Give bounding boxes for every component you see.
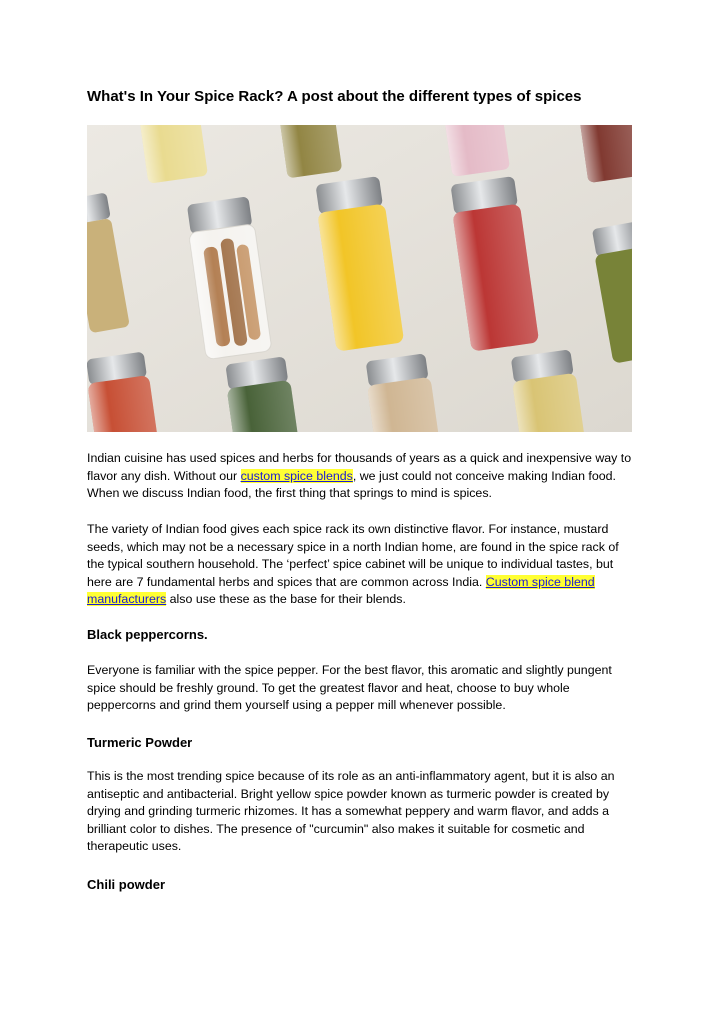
intro-text-before: Indian cuisine has used spices and herbs for thousands of years as a quick and inexpensive way to flavor any dish. Without our <box>87 451 632 483</box>
heading-chili-powder: Chili powder <box>87 877 165 892</box>
variety-text-after: also use these as the base for their blends. <box>166 592 406 607</box>
custom-spice-blend-manufacturers-link[interactable]: Custom spice blend manufacturers <box>87 574 595 607</box>
spice-jars-photo <box>87 125 632 432</box>
custom-spice-blends-link[interactable]: custom spice blends <box>240 468 353 483</box>
heading-turmeric-powder: Turmeric Powder <box>87 735 193 750</box>
black-peppercorns-paragraph: Everyone is familiar with the spice pepper. For the best flavor, this aromatic and slightly pungent spice should be freshly ground. To get the greatest flavor and heat, choose to buy whole peppercorns and grind them yourself using a pepper mill whenever possible. <box>87 663 612 713</box>
intro-text-after: , we just could not conceive making Indian food. When we discuss Indian food, the first thing that springs to mind is spices. <box>87 468 616 501</box>
turmeric-paragraph: This is the most trending spice because of its role as an anti-inflammatory agent, but it is also an antiseptic and antibacterial. Bright yellow spice powder known as turmeric powder is created by drying and grinding turmeric rhizomes. It has a somewhat peppery and warm flavor, and adds a brilliant color to dishes. The presence of "curcumin" also makes it suitable for cosmetic and therapeutic uses. <box>87 769 615 854</box>
heading-black-peppercorns: Black peppercorns. <box>87 627 208 642</box>
intro-paragraph <box>87 450 635 503</box>
page-title: What's In Your Spice Rack? A post about the different types of spices <box>87 88 582 105</box>
variety-paragraph <box>87 521 635 609</box>
spice-jars-illustration <box>87 125 632 432</box>
variety-text-before: The variety of Indian food gives each spice rack its own distinctive flavor. For instance, mustard seeds, which may not be a necessary spice in a north Indian home, are found in the spice rack of the typical southern household. The ‘perfect’ spice cabinet will be unique to individual tastes, but here are 7 fundamental herbs and spices that are common across India. <box>87 522 619 589</box>
